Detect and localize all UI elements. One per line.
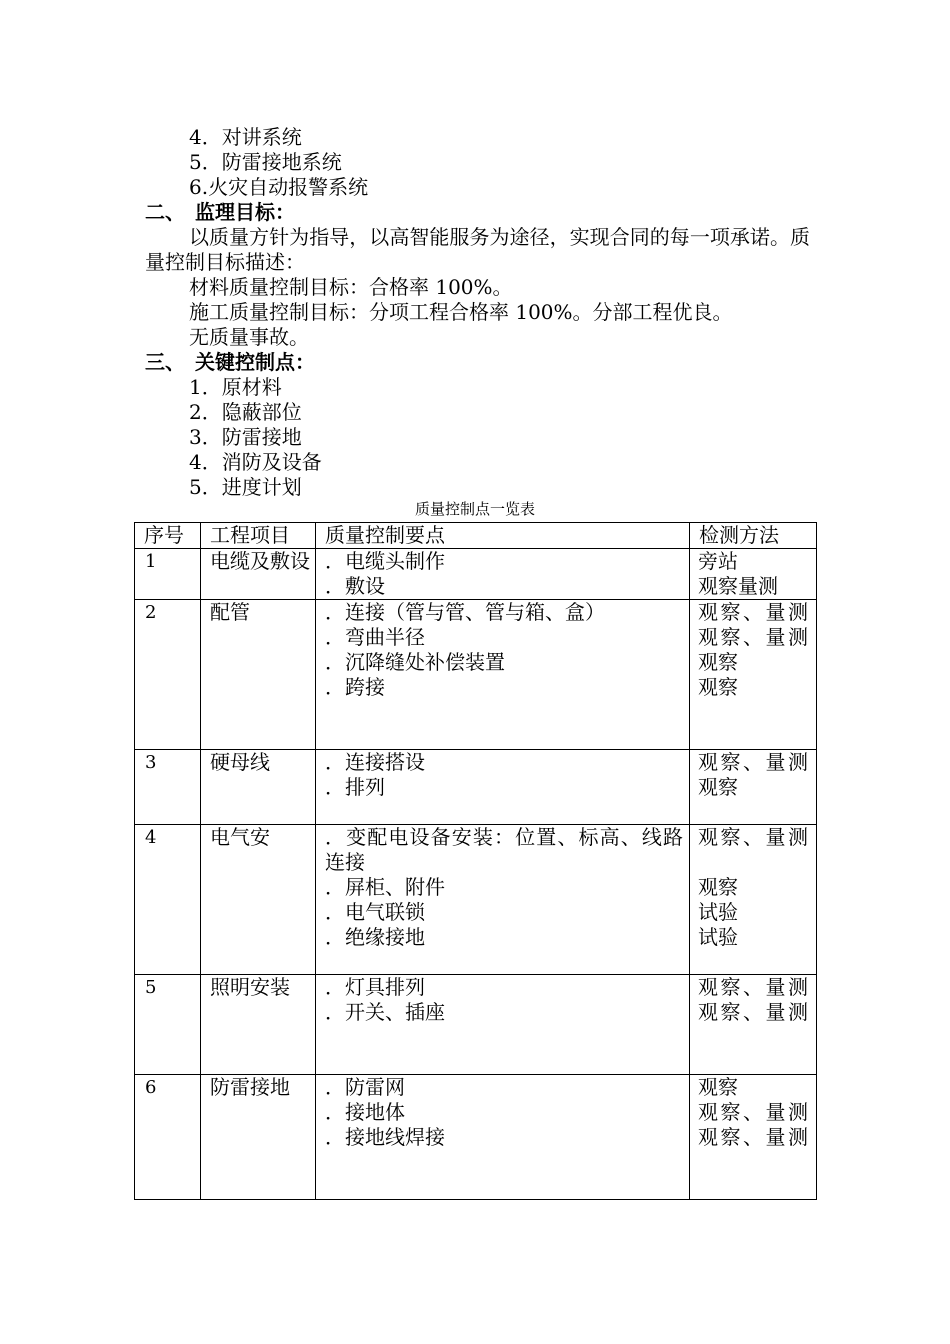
table-row — [135, 750, 817, 825]
row-no: 1 — [135, 549, 201, 600]
row-methods — [690, 825, 817, 975]
table-row — [135, 600, 817, 750]
method-item: 观察、量测 — [698, 825, 808, 849]
table-caption: 质量控制点一览表 — [414, 500, 535, 518]
row-no: 2 — [135, 600, 201, 750]
row-project: 硬母线 — [201, 750, 316, 825]
method-item: 观察 — [698, 650, 738, 674]
row-project: 配管 — [201, 600, 316, 750]
method-item: 观察、量测 — [698, 750, 808, 774]
method-item: 观察 — [698, 875, 738, 899]
header-points: 质量控制要点 — [316, 523, 690, 549]
point-item: ．电缆头制作 — [325, 549, 445, 573]
point-item: ．弯曲半径 — [325, 625, 425, 649]
point-item: ．排列 — [325, 775, 385, 799]
method-item: 观察、量测 — [698, 625, 808, 649]
table-row — [135, 825, 817, 975]
table-row — [135, 1075, 817, 1200]
method-item: 旁站 — [698, 549, 738, 573]
goal-construction: 施工质量控制目标：分项工程合格率 100%。分部工程优良。 — [189, 300, 733, 324]
point-item: ．防雷网 — [325, 1075, 405, 1099]
row-project: 防雷接地 — [201, 1075, 316, 1200]
point-item: ．电气联锁 — [325, 900, 425, 924]
row-points — [316, 600, 690, 750]
row-project: 照明安装 — [201, 975, 316, 1075]
point-item: ．灯具排列 — [325, 975, 425, 999]
row-methods — [690, 1075, 817, 1200]
row-methods — [690, 600, 817, 750]
row-points — [316, 750, 690, 825]
section-2-heading: 二、 监理目标： — [145, 200, 295, 224]
point-item: ．接地体 — [325, 1100, 405, 1124]
header-no: 序号 — [135, 523, 201, 549]
method-item: 观察、量测 — [698, 1000, 808, 1024]
row-points — [316, 825, 690, 975]
method-item: 试验 — [698, 925, 738, 949]
method-item: 试验 — [698, 900, 738, 924]
control-point-1: 1．原材料 — [189, 375, 282, 399]
quality-control-table — [134, 522, 817, 1200]
system-item-6: 6.火灾自动报警系统 — [189, 175, 369, 199]
control-point-3: 3．防雷接地 — [189, 425, 302, 449]
point-item: ．变配电设备安装：位置、标高、线路连接 — [325, 825, 683, 874]
goal-material: 材料质量控制目标：合格率 100%。 — [189, 275, 513, 299]
row-no: 4 — [135, 825, 201, 975]
method-item: 观察 — [698, 675, 738, 699]
system-item-5: 5．防雷接地系统 — [189, 150, 342, 174]
method-item: 观察、量测 — [698, 600, 808, 624]
row-no: 5 — [135, 975, 201, 1075]
section-3-heading: 三、 关键控制点： — [145, 350, 315, 374]
point-item: ．连接（管与管、管与箱、盒） — [325, 600, 605, 624]
control-point-5: 5．进度计划 — [189, 475, 302, 499]
point-item: ．沉降缝处补偿装置 — [325, 650, 505, 674]
row-points — [316, 1075, 690, 1200]
row-methods — [690, 549, 817, 600]
point-item: ．绝缘接地 — [325, 925, 425, 949]
row-project: 电缆及敷设 — [201, 549, 316, 600]
row-no: 6 — [135, 1075, 201, 1200]
control-point-2: 2．隐蔽部位 — [189, 400, 302, 424]
row-methods — [690, 750, 817, 825]
row-points — [316, 549, 690, 600]
control-point-4: 4．消防及设备 — [189, 450, 322, 474]
point-item: ．屏柜、附件 — [325, 875, 445, 899]
header-project: 工程项目 — [201, 523, 316, 549]
table-row — [135, 549, 817, 600]
table-row — [135, 975, 817, 1075]
method-item: 观察量测 — [698, 574, 778, 598]
row-methods — [690, 975, 817, 1075]
section-2-paragraph: 以质量方针为指导，以高智能服务为途径，实现合同的每一项承诺。质量控制目标描述： — [145, 225, 810, 274]
method-item: 观察 — [698, 1075, 738, 1099]
point-item: ．敷设 — [325, 574, 385, 598]
row-no: 3 — [135, 750, 201, 825]
method-item — [698, 850, 808, 875]
point-item: ．连接搭设 — [325, 750, 425, 774]
table-header-row — [135, 523, 817, 549]
point-item: ．开关、插座 — [325, 1000, 445, 1024]
row-project: 电气安 — [201, 825, 316, 975]
method-item: 观察 — [698, 775, 738, 799]
goal-no-accident: 无质量事故。 — [189, 325, 309, 349]
header-method: 检测方法 — [690, 523, 817, 549]
point-item: ．接地线焊接 — [325, 1125, 445, 1149]
point-item: ．跨接 — [325, 675, 385, 699]
method-item: 观察、量测 — [698, 1125, 808, 1149]
method-item: 观察、量测 — [698, 1100, 808, 1124]
method-item: 观察、量测 — [698, 975, 808, 999]
system-item-4: 4．对讲系统 — [189, 125, 302, 149]
row-points — [316, 975, 690, 1075]
